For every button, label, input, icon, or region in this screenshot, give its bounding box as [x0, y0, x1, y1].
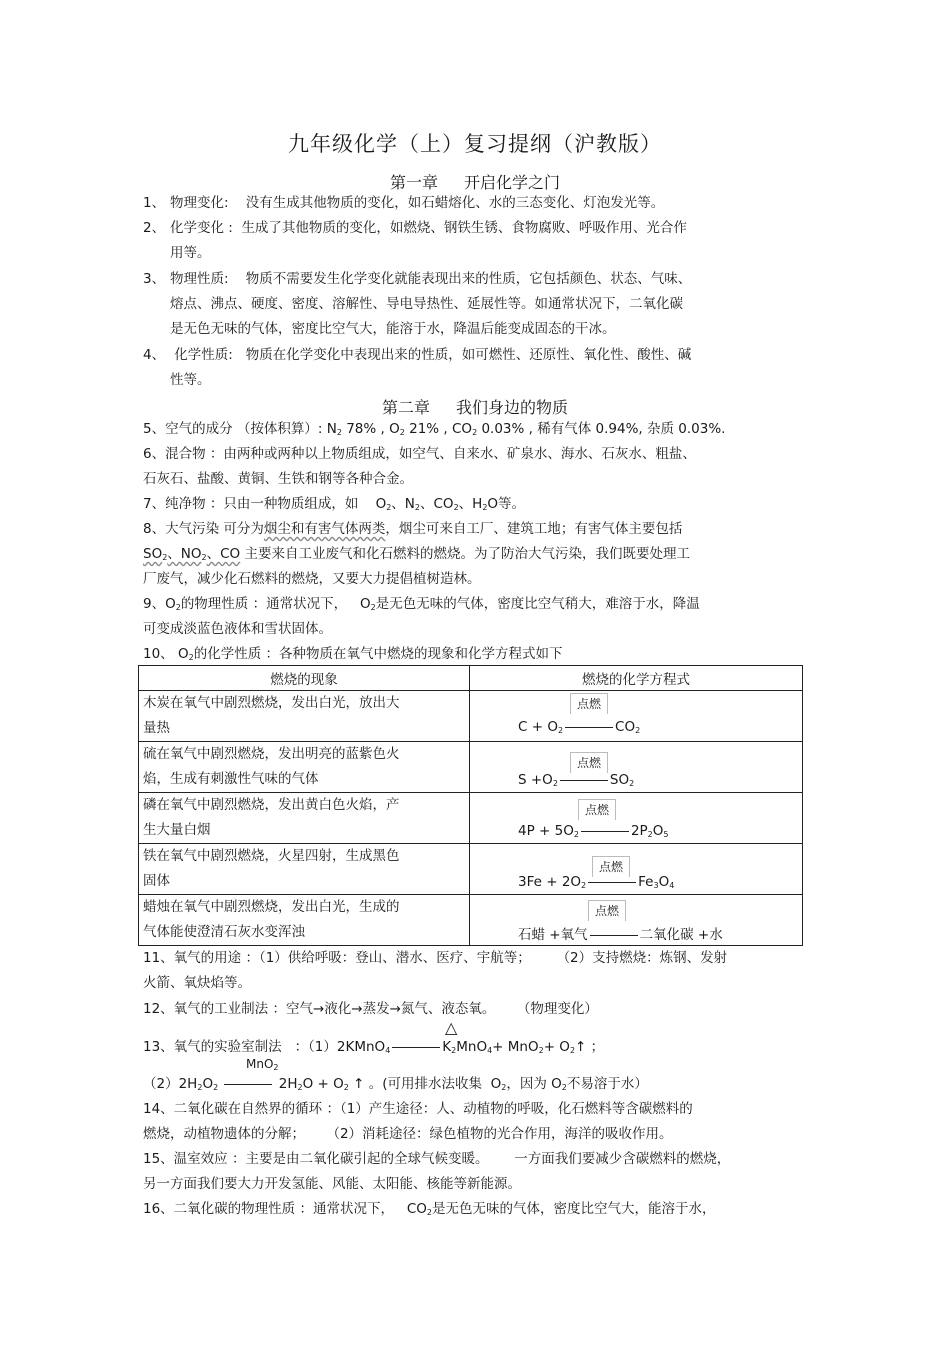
- item-2: 2、 化学变化 : 生成了其他物质的变化，如燃烧、钢铁生锈、食物腐败、呼吸作用、光合作: [143, 220, 687, 236]
- item-7: 7、纯净物 ：只由一种物质组成，如 $O_2$、$N_2$、$CO_2$、$H_2O$等。: [143, 496, 526, 512]
- equation: $3Fe + 2O_2$ $Fe_3O_4$: [518, 874, 675, 890]
- catalyst-label: MnO$_2$: [246, 1057, 279, 1072]
- item-8: 8、大气污染 可分为烟尘和有害气体两类，烟尘可来自工厂、建筑工地；有害气体主要包括: [143, 521, 683, 537]
- item-6-cont: 石灰石、盐酸、黄铜、生铁和钢等各种合金。: [143, 471, 413, 487]
- item-13-cont: $(2)2H_2O_2$ $2H_2O + O_2$ ↑ 。(可用排水法收集 $O_2$，因为 $O_2$不易溶于水）: [143, 1076, 648, 1092]
- item-3-cont-1: 熔点、沸点、硬度、密度、溶解性、导电导热性、延展性等。如通常状况下，二氧化碳: [170, 296, 683, 312]
- chapter-2-label: 第二章: [381, 398, 430, 417]
- chapter-2-heading: [0, 395, 950, 418]
- table-row: 磷在氧气中剧烈燃烧，发出黄白色火焰，产 生大量白烟 点燃 $4P + 5O_2$ $2P_2O_5$: [139, 793, 803, 844]
- table-header-equation: 燃烧的化学方程式: [470, 666, 803, 691]
- item-4-cont: 性等。: [170, 372, 211, 388]
- item-13: 13、氧气的实验室制法 ：（1）2KMnO$_4$ $K_2MnO_4+ MnO_2+$ $O_2↑$ ；: [143, 1039, 605, 1055]
- heating-triangle-icon: △: [445, 1018, 458, 1037]
- item-15: 15、温室效应 ：主要是由二氧化碳引起的全球气候变暖。 一方面我们要减少含碳燃料的燃烧，: [143, 1151, 731, 1167]
- item-1: 1、 物理变化: 没有生成其他物质的变化，如石蜡熔化、水的三态变化、灯泡发光等。: [143, 195, 665, 211]
- item-9: 9、$O_2$的物理性质 ：通常状况下， $O_2$是无色无味的气体，密度比空气稍大，难溶于水，降温: [143, 596, 700, 612]
- item-8-cont-1: $SO_2$、$NO_2$、CO 主要来自工业废气和化石燃料的燃烧。为了防治大气污染，我们既要处理工: [143, 546, 690, 562]
- table-row: 蜡烛在氧气中剧烈燃烧，发出白光，生成的 气体能使澄清石灰水变浑浊 点燃 石蜡 +氧气 二氧化碳 +水: [139, 895, 803, 946]
- equation: $C + O_2$ $CO_2$: [518, 719, 641, 735]
- table-row: 硫在氧气中剧烈燃烧，发出明亮的蓝紫色火 焰，生成有刺激性气味的气体 点燃 $S +O_2$ $SO_2$: [139, 742, 803, 793]
- table-row: 铁在氧气中剧烈燃烧，火星四射，生成黑色 固体 点燃 $3Fe + 2O_2$ $Fe_3O_4$: [139, 844, 803, 895]
- item-6: 6、混合物 ：由两种或两种以上物质组成，如空气、自来水、矿泉水、海水、石灰水、粗盐、: [143, 446, 696, 462]
- item-8-cont-2: 厂废气，减少化石燃料的燃烧，又要大力提倡植树造林。: [143, 571, 481, 587]
- chapter-2-name: 我们身边的物质: [456, 398, 569, 417]
- item-10: 10、 $O_2$的化学性质 ：各种物质在氧气中燃烧的现象和化学方程式如下: [143, 646, 563, 662]
- item-4: 4、 化学性质: 物质在化学变化中表现出来的性质，如可燃性、还原性、氧化性、酸性、碱: [143, 347, 692, 363]
- item-3: 3、 物理性质: 物质不需要发生化学变化就能表现出来的性质，它包括颜色、状态、气味、: [143, 271, 692, 287]
- item-9-cont: 可变成淡蓝色液体和雪状固体。: [143, 621, 332, 637]
- equation: 石蜡 +氧气 二氧化碳 +水: [518, 927, 723, 943]
- item-3-cont-2: 是无色无味的气体，密度比空气大，能溶于水，降温后能变成固态的干冰。: [170, 321, 616, 337]
- combustion-table: [138, 665, 803, 946]
- item-11-cont: 火箭、氧炔焰等。: [143, 975, 251, 991]
- chapter-1-name: 开启化学之门: [464, 173, 561, 192]
- item-5: 5、空气的成分 （按体积算）: $N_2$ 78% , $O_2$ 21% , $CO_2$ 0.03% , 稀有气体 0.94%, 杂质 0.03%.: [143, 421, 726, 437]
- item-16: 16、二氧化碳的物理性质 ：通常状况下， $CO_2$是无色无味的气体，密度比空气大，能溶于水，: [143, 1201, 716, 1217]
- item-15-cont: 另一方面我们要大力开发氢能、风能、太阳能、核能等新能源。: [143, 1176, 521, 1192]
- equation: $S +O_2$ $SO_2$: [518, 772, 635, 788]
- equation: $4P + 5O_2$ $2P_2O_5$: [518, 823, 669, 839]
- page-title: 九年级化学（上）复习提纲（沪教版）: [288, 132, 662, 156]
- table-row: 木炭在氧气中剧烈燃烧，发出白光，放出大 量热 点燃 $C + O_2$ $CO_2$: [139, 691, 803, 742]
- item-14: 14、二氧化碳在自然界的循环 ：（1）产生途径：人、动植物的呼吸，化石燃料等含碳燃料的: [143, 1101, 693, 1117]
- item-12: 12、氧气的工业制法 ：空气→液化→蒸发→氮气、液态氧。 （物理变化）: [143, 1001, 598, 1017]
- chapter-1-label: 第一章: [389, 173, 438, 192]
- table-header-row: [139, 666, 803, 691]
- item-2-cont: 用等。: [170, 245, 211, 261]
- emphasis-wavy: 烟尘和有害气体两类: [263, 521, 386, 537]
- chapter-1-heading: [0, 170, 950, 193]
- item-14-cont: 燃烧，动植物遗体的分解； （2）消耗途径：绿色植物的光合作用，海洋的吸收作用。: [143, 1126, 673, 1142]
- item-11: 11、氧气的用途 ：（1）供给呼吸：登山、潜水、医疗、宇航等； （2）支持燃烧：炼钢、发射: [143, 950, 728, 966]
- table-header-phenomenon: 燃烧的现象: [139, 666, 470, 691]
